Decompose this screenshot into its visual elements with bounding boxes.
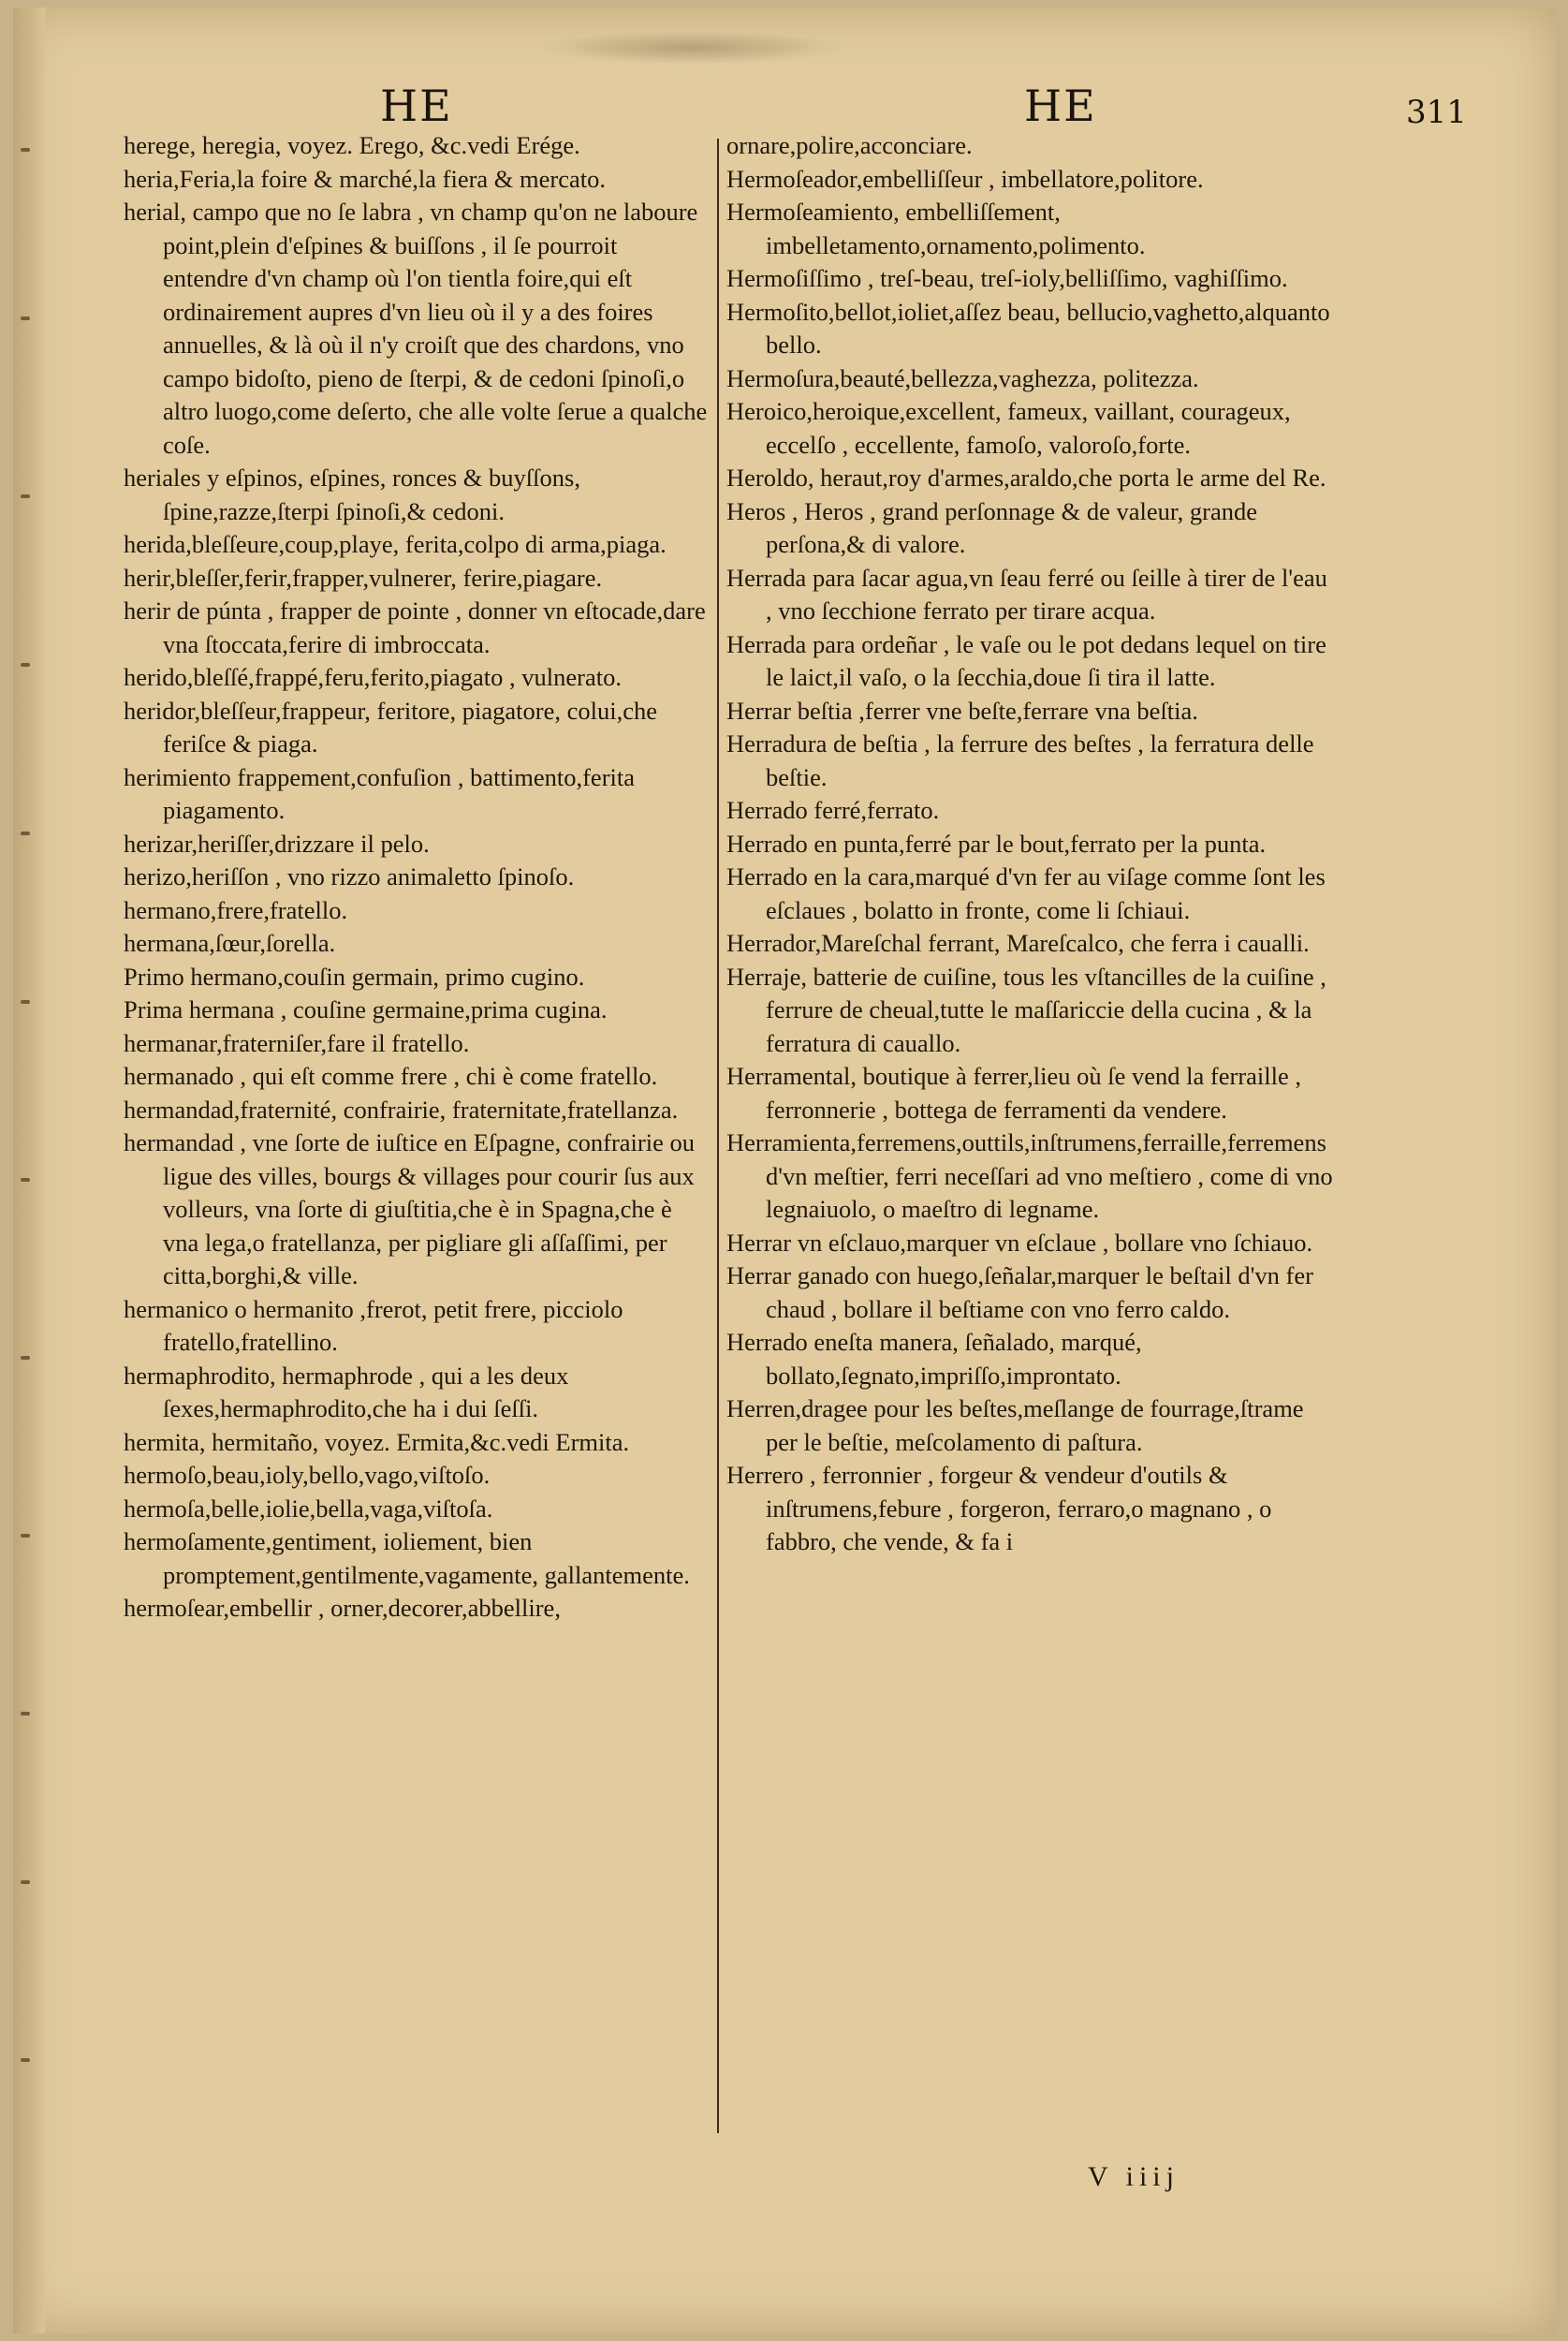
dictionary-entry: Herrar vn eſclauo,marquer vn eſclaue , bollare vno ſchiauo. <box>726 1228 1313 1257</box>
dictionary-entry: Hermoſito,bellot,ioliet,aſſez beau, bellucio,vaghetto,alquanto bello. <box>726 297 1330 359</box>
left-column <box>124 129 709 1626</box>
dictionary-entry: ornare,polire,acconciare. <box>726 131 973 159</box>
dictionary-entry: Herrada para ordeñar , le vaſe ou le pot dedans lequel on tire le laict,il vaſo, o la ſecchia,doue ſi tira il latte. <box>726 629 1326 691</box>
dictionary-entry: Heros , Heros , grand perſonnage & de valeur, grande perſona,& di valore. <box>726 496 1258 558</box>
book-page <box>13 7 1556 2334</box>
right-column <box>726 129 1335 1559</box>
dictionary-entry: herir de púnta , frapper de pointe , donner vn eſtocade,dare vna ſtoccata,ferire di imbroccata. <box>124 596 706 658</box>
signature-mark: V iiij <box>1088 2161 1180 2192</box>
dictionary-entry: hermoſear,embellir , orner,decorer,abbellire, <box>124 1594 561 1622</box>
dictionary-entry: Primo hermano,couſin germain, primo cugino. <box>124 962 585 991</box>
column-divider <box>717 139 719 2133</box>
dictionary-entry: hermaphrodito, hermaphrode , qui a les deux ſexes,hermaphrodito,che ha i dui ſeſſi. <box>124 1361 569 1422</box>
dictionary-entry: Herramienta,ferremens,outtils,inſtrumens,ferraille,ferremens d'vn meſtier, ferri neceſſari ad vno meſtiero , come di vno legnaiuolo, o maeſtro di legname. <box>726 1128 1333 1223</box>
dictionary-entry: herir,bleſſer,ferir,frapper,vulnerer, ferire,piagare. <box>124 563 603 592</box>
dictionary-entry: hermana,ſœur,ſorella. <box>124 929 336 957</box>
dictionary-entry: hermita, hermitaño, voyez. Ermita,&c.vedi Ermita. <box>124 1427 630 1456</box>
dictionary-entry: Herramental, boutique à ferrer,lieu où ſe vend la ferraille , ferronnerie , bottega de ferramenti da vendere. <box>726 1062 1302 1124</box>
dictionary-entry: Herren,dragee pour les beſtes,meſlange de fourrage,ſtrame per le beſtie, meſcolamento di paſtura. <box>726 1394 1304 1456</box>
dictionary-entry: herizar,heriſſer,drizzare il pelo. <box>124 829 430 858</box>
dictionary-entry: Hermoſiſſimo , treſ-beau, treſ-ioly,belliſſimo, vaghiſſimo. <box>726 264 1288 292</box>
running-head-left: HE <box>380 81 453 131</box>
dictionary-entry: Hermoſeamiento, embelliſſement, imbelletamento,ornamento,polimento. <box>726 198 1146 259</box>
dictionary-entry: Hermoſeador,embelliſſeur , imbellatore,politore. <box>726 164 1204 193</box>
dictionary-entry: hermano,frere,fratello. <box>124 895 348 924</box>
dictionary-entry: Hermoſura,beauté,bellezza,vaghezza, politezza. <box>726 363 1199 392</box>
dictionary-entry: hermanico o hermanito ,frerot, petit frere, picciolo fratello,fratellino. <box>124 1294 623 1356</box>
dictionary-entry: heriales y eſpinos, eſpines, ronces & buyſſons, ſpine,razze,ſterpi ſpinoſi,& cedoni. <box>124 464 580 525</box>
dictionary-entry: hermanado , qui eſt comme frere , chi è come fratello. <box>124 1062 658 1090</box>
dictionary-entry: hermandad , vne ſorte de iuſtice en Eſpagne, confrairie ou ligue des villes, bourgs & villages pour courir ſus aux volleurs, vna ſorte di giuſtitia,che è in Spagna,che è vna lega,o fratellanza, per pigliare gli aſſaſſimi, per citta,borghi,& ville. <box>124 1128 695 1289</box>
dictionary-entry: Herrero , ferronnier , forgeur & vendeur d'outils & inſtrumens,febure , forgeron, ferraro,o magnano , o fabbro, che vende, & fa i <box>726 1461 1272 1555</box>
top-ink-smudge <box>537 31 846 65</box>
dictionary-entry: Herradura de beſtia , la ferrure des beſtes , la ferratura delle beſtie. <box>726 729 1314 791</box>
dictionary-entry: hermanar,fraterniſer,fare il fratello. <box>124 1028 470 1057</box>
dictionary-entry: Heroico,heroique,excellent, fameux, vaillant, courageux, eccelſo , eccellente, famoſo, valoroſo,forte. <box>726 397 1291 459</box>
dictionary-entry: Herrado en la cara,marqué d'vn fer au viſage comme ſont les eſclaues , bolatto in fronte, come li ſchiaui. <box>726 862 1326 924</box>
page-edge <box>13 7 45 2334</box>
dictionary-entry: Prima hermana , couſine germaine,prima cugina. <box>124 995 608 1023</box>
dictionary-entry: Herrado en punta,ferré par le bout,ferrato per la punta. <box>726 829 1267 858</box>
dictionary-entry: Heroldo, heraut,roy d'armes,araldo,che porta le arme del Re. <box>726 464 1326 492</box>
dictionary-entry: herimiento frappement,confuſion , battimento,ferita piagamento. <box>124 762 636 824</box>
dictionary-entry: Herrada para ſacar agua,vn ſeau ferré ou ſeille à tirer de l'eau , vno ſecchione ferrato per tirare acqua. <box>726 563 1327 625</box>
dictionary-entry: Herraje, batterie de cuiſine, tous les vſtancilles de la cuiſine , ferrure de cheual,tutte le maſſariccie della cucina , & la ferratura di cauallo. <box>726 962 1326 1057</box>
dictionary-entry: hermoſamente,gentiment, ioliement, bien promptement,gentilmente,vagamente, gallantemente. <box>124 1527 690 1589</box>
dictionary-entry: herida,bleſſeure,coup,playe, ferita,colpo di arma,piaga. <box>124 530 667 558</box>
page-number: 311 <box>1406 94 1467 131</box>
dictionary-entry: heridor,bleſſeur,frappeur, feritore, piagatore, colui,che feriſce & piaga. <box>124 696 657 758</box>
dictionary-entry: Herrador,Mareſchal ferrant, Mareſcalco, che ferra i caualli. <box>726 929 1310 957</box>
dictionary-entry: hermandad,fraternité, confrairie, fraternitate,fratellanza. <box>124 1095 679 1124</box>
running-head-right: HE <box>1024 81 1097 131</box>
dictionary-entry: herido,bleſſé,frappé,feru,ferito,piagato , vulnerato. <box>124 663 622 691</box>
dictionary-entry: herege, heregia, voyez. Erego, &c.vedi Erége. <box>124 131 580 159</box>
dictionary-entry: hermoſo,beau,ioly,bello,vago,viſtoſo. <box>124 1461 491 1489</box>
dictionary-entry: herial, campo que no ſe labra , vn champ qu'on ne laboure point,plein d'eſpines & buiſſons , il ſe pourroit entendre d'vn champ où l'on tientla foire,qui eſt ordinairement aupres d'vn lieu où il y a des foires annuelles, & là où il n'y croiſt que des chardons, vno campo bidoſto, pieno de ſterpi, & de cedoni ſpinoſi,o altro luogo,come deſerto, che alle volte ſerue a qualche coſe. <box>124 198 708 459</box>
dictionary-entry: Herrado ferré,ferrato. <box>726 796 940 824</box>
dictionary-entry: hermoſa,belle,iolie,bella,vaga,viſtoſa. <box>124 1494 493 1523</box>
dictionary-entry: Herrar beſtia ,ferrer vne beſte,ferrare vna beſtia. <box>726 696 1198 725</box>
dictionary-entry: Herrar ganado con huego,ſeñalar,marquer le beſtail d'vn fer chaud , bollare il beſtiame con vno ferro caldo. <box>726 1261 1313 1323</box>
dictionary-entry: Herrado eneſta manera, ſeñalado, marqué, bollato,ſegnato,impriſſo,improntato. <box>726 1328 1142 1390</box>
dictionary-entry: herizo,heriſſon , vno rizzo animaletto ſpinoſo. <box>124 862 575 891</box>
dictionary-entry: heria,Feria,la foire & marché,la fiera & mercato. <box>124 164 607 193</box>
